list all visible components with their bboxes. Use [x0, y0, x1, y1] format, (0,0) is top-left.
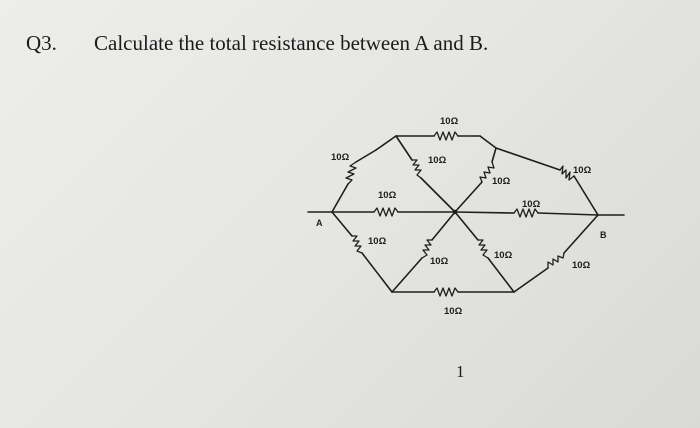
wire — [492, 148, 496, 162]
wire — [488, 258, 514, 292]
resistor-label: 10Ω — [573, 165, 592, 176]
resistor-outer-right-lower — [548, 253, 564, 268]
wire — [538, 213, 598, 215]
resistor-label: 10Ω — [494, 250, 513, 261]
wire — [564, 215, 598, 253]
resistor-label: 10Ω — [522, 199, 541, 210]
wire — [432, 212, 455, 240]
resistor-mid-right — [514, 209, 538, 217]
wire — [332, 212, 352, 236]
node-b-label: B — [600, 230, 607, 240]
wire — [332, 184, 348, 212]
resistor-label: 10Ω — [378, 190, 397, 201]
resistor-diag-lower-right — [478, 240, 488, 258]
question-number: Q3. — [26, 31, 57, 55]
resistor-label: 10Ω — [368, 236, 387, 247]
wire — [574, 176, 598, 215]
node-a-label: A — [316, 218, 323, 228]
resistor-label: 10Ω — [440, 116, 459, 127]
wire — [455, 212, 514, 213]
center-node — [453, 210, 457, 214]
wire — [421, 178, 455, 212]
wire — [480, 136, 496, 148]
resistor-mid-left — [374, 208, 398, 216]
wire — [362, 253, 392, 292]
wire — [455, 182, 482, 212]
resistor-outer-right-upper — [560, 166, 574, 180]
resistor-label: 10Ω — [444, 306, 463, 317]
resistor-top — [434, 132, 458, 140]
wire — [376, 136, 396, 150]
resistor-label: 10Ω — [331, 152, 350, 163]
resistor-diag-upper-left — [412, 160, 421, 178]
resistor-label: 10Ω — [572, 260, 591, 271]
wire — [396, 136, 412, 160]
wire — [455, 212, 478, 240]
resistor-outer-left-lower — [352, 236, 362, 253]
wire — [514, 268, 548, 292]
resistor-label: 10Ω — [492, 176, 511, 187]
resistor-outer-left-upper — [346, 162, 356, 184]
resistor-bottom — [434, 288, 458, 296]
wire — [392, 258, 422, 292]
wire — [496, 148, 560, 170]
question-text: Calculate the total resistance between A and B. — [94, 31, 489, 55]
resistor-label: 10Ω — [428, 155, 447, 166]
resistor-label: 10Ω — [430, 256, 449, 267]
page-number: 1 — [456, 362, 465, 381]
wire — [356, 150, 376, 162]
